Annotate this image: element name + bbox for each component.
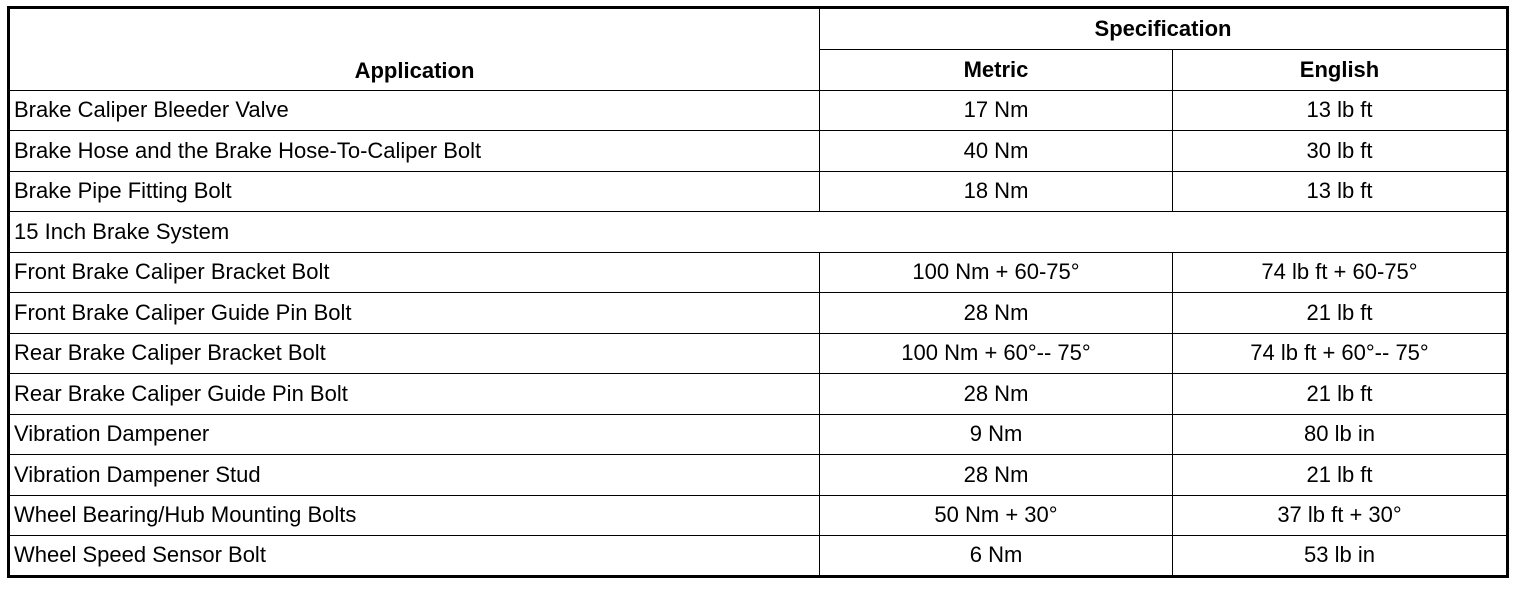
metric-cell: 100 Nm + 60°-- 75°	[820, 333, 1173, 374]
table-row	[9, 171, 1508, 212]
table-row	[9, 293, 1508, 334]
section-title: 15 Inch Brake System	[9, 212, 1508, 253]
english-header: English	[1173, 50, 1508, 91]
metric-cell: 18 Nm	[820, 171, 1173, 212]
table-row	[9, 374, 1508, 415]
application-cell: Wheel Speed Sensor Bolt	[9, 536, 820, 577]
metric-cell: 28 Nm	[820, 455, 1173, 496]
section-row	[9, 212, 1508, 253]
english-cell: 21 lb ft	[1173, 293, 1508, 334]
application-cell: Rear Brake Caliper Guide Pin Bolt	[9, 374, 820, 415]
application-cell: Rear Brake Caliper Bracket Bolt	[9, 333, 820, 374]
application-cell: Brake Pipe Fitting Bolt	[9, 171, 820, 212]
table-header	[9, 8, 1508, 91]
english-cell: 13 lb ft	[1173, 171, 1508, 212]
english-cell: 74 lb ft + 60-75°	[1173, 252, 1508, 293]
application-cell: Vibration Dampener	[9, 414, 820, 455]
english-cell: 13 lb ft	[1173, 90, 1508, 131]
table-row	[9, 414, 1508, 455]
english-cell: 30 lb ft	[1173, 131, 1508, 172]
table-row	[9, 455, 1508, 496]
table-row	[9, 90, 1508, 131]
metric-cell: 50 Nm + 30°	[820, 495, 1173, 536]
english-cell: 21 lb ft	[1173, 455, 1508, 496]
application-cell: Brake Hose and the Brake Hose-To-Caliper Bolt	[9, 131, 820, 172]
application-cell: Front Brake Caliper Guide Pin Bolt	[9, 293, 820, 334]
english-cell: 74 lb ft + 60°-- 75°	[1173, 333, 1508, 374]
metric-cell: 6 Nm	[820, 536, 1173, 577]
specification-header: Specification	[820, 8, 1508, 50]
table-row	[9, 536, 1508, 577]
metric-cell: 100 Nm + 60-75°	[820, 252, 1173, 293]
english-cell: 37 lb ft + 30°	[1173, 495, 1508, 536]
application-cell: Wheel Bearing/Hub Mounting Bolts	[9, 495, 820, 536]
metric-cell: 9 Nm	[820, 414, 1173, 455]
table-row	[9, 333, 1508, 374]
metric-header: Metric	[820, 50, 1173, 91]
application-cell: Brake Caliper Bleeder Valve	[9, 90, 820, 131]
english-cell: 21 lb ft	[1173, 374, 1508, 415]
application-cell: Front Brake Caliper Bracket Bolt	[9, 252, 820, 293]
application-header: Application	[9, 8, 820, 91]
metric-cell: 40 Nm	[820, 131, 1173, 172]
english-cell: 53 lb in	[1173, 536, 1508, 577]
table-row	[9, 252, 1508, 293]
application-cell: Vibration Dampener Stud	[9, 455, 820, 496]
metric-cell: 28 Nm	[820, 293, 1173, 334]
torque-specification-table	[7, 6, 1509, 578]
metric-cell: 17 Nm	[820, 90, 1173, 131]
english-cell: 80 lb in	[1173, 414, 1508, 455]
metric-cell: 28 Nm	[820, 374, 1173, 415]
table-row	[9, 131, 1508, 172]
table-row	[9, 495, 1508, 536]
